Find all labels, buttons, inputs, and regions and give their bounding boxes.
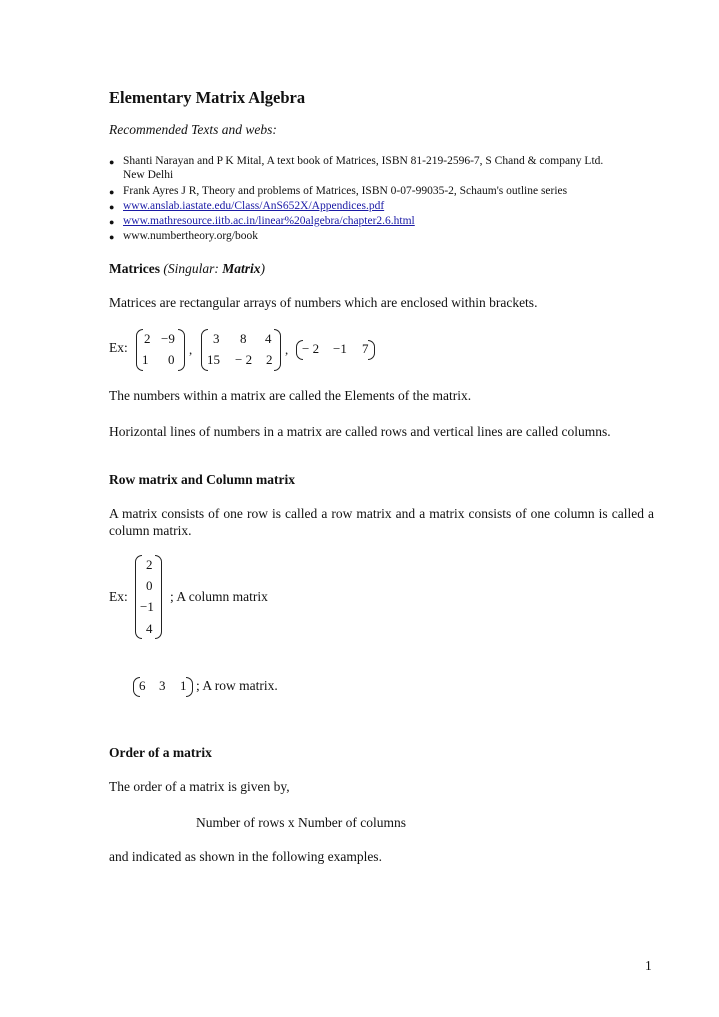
matrix-cell: 3 — [159, 678, 166, 693]
matrix-cell: 2 — [266, 352, 273, 367]
matrix-cell: 2 — [144, 331, 151, 346]
bullet-icon: ● — [109, 157, 115, 167]
row-matrix-caption: ; A row matrix. — [196, 678, 278, 693]
rows-columns-text: Horizontal lines of numbers in a matrix are called rows and vertical lines are called columns. — [109, 424, 611, 439]
matrix-cell: 8 — [240, 331, 247, 346]
order-note: and indicated as shown in the following examples. — [109, 849, 382, 864]
column-matrix-caption: ; A column matrix — [170, 589, 268, 604]
bullet-icon: ● — [109, 232, 115, 242]
matrix-cell: 0 — [168, 352, 175, 367]
right-paren — [186, 677, 193, 697]
comma: , — [285, 342, 289, 357]
rowcol-heading: Row matrix and Column matrix — [109, 472, 295, 487]
matrices-subtitle-open: (Singular: — [163, 261, 223, 276]
matrix-cell: 3 — [213, 331, 220, 346]
right-paren — [178, 329, 185, 371]
matrices-definition: Matrices are rectangular arrays of numbers which are enclosed within brackets. — [109, 295, 538, 310]
matrix-cell: 1 — [180, 678, 187, 693]
reference-link[interactable]: www.anslab.iastate.edu/Class/AnS652X/Appendices.pdf — [123, 200, 385, 212]
order-heading: Order of a matrix — [109, 745, 212, 760]
matrices-subtitle-word: Matrix — [222, 261, 261, 276]
rowcol-definition: A matrix consists of one row is called a row matrix and a matrix consists of one column is called a column matrix. — [109, 506, 654, 538]
matrix-cell: 7 — [362, 341, 369, 356]
bullet-icon: ● — [109, 187, 115, 197]
right-paren — [274, 329, 281, 371]
reference-item: Frank Ayres J R, Theory and problems of Matrices, ISBN 0-07-99035-2, Schaum's outline series — [123, 185, 568, 197]
matrix-cell: − 2 — [235, 352, 253, 367]
example-label: Ex: — [109, 340, 128, 355]
bullet-icon: ● — [109, 202, 115, 212]
reference-item: www.numbertheory.org/book — [123, 230, 258, 242]
reference-item: Shanti Narayan and P K Mital, A text book of Matrices, ISBN 81-219-2596-7, S Chand & company Ltd. — [123, 155, 604, 167]
matrix-cell: −1 — [140, 599, 154, 614]
elements-text: The numbers within a matrix are called the Elements of the matrix. — [109, 388, 472, 403]
comma: , — [189, 342, 193, 357]
matrices-heading-bold: Matrices — [109, 261, 160, 276]
matrix-cell: 4 — [146, 621, 153, 636]
matrix-cell: 1 — [142, 352, 149, 367]
matrix-cell: 4 — [265, 331, 272, 346]
matrix-cell: −9 — [161, 331, 175, 346]
matrix-cell: 15 — [207, 352, 220, 367]
order-formula: Number of rows x Number of columns — [196, 815, 406, 830]
matrix-cell: −1 — [333, 341, 347, 356]
recommended-heading: Recommended Texts and webs: — [109, 122, 277, 137]
example-label: Ex: — [109, 589, 128, 604]
matrix-cell: 0 — [146, 578, 153, 593]
matrix-cell: 6 — [139, 678, 146, 693]
page-number: 1 — [645, 958, 652, 973]
matrix-cell: − 2 — [302, 341, 320, 356]
order-text: The order of a matrix is given by, — [109, 779, 290, 794]
matrices-heading — [109, 261, 265, 277]
reference-link[interactable]: www.mathresource.iitb.ac.in/linear%20algebra/chapter2.6.html — [123, 215, 415, 227]
reference-item-continued: New Delhi — [123, 169, 174, 181]
matrices-subtitle-close: ) — [260, 261, 265, 276]
left-paren — [135, 555, 142, 639]
page-title: Elementary Matrix Algebra — [109, 88, 306, 107]
right-paren — [368, 340, 375, 360]
matrix-cell: 2 — [146, 557, 153, 572]
bullet-icon: ● — [109, 217, 115, 227]
right-paren — [155, 555, 162, 639]
